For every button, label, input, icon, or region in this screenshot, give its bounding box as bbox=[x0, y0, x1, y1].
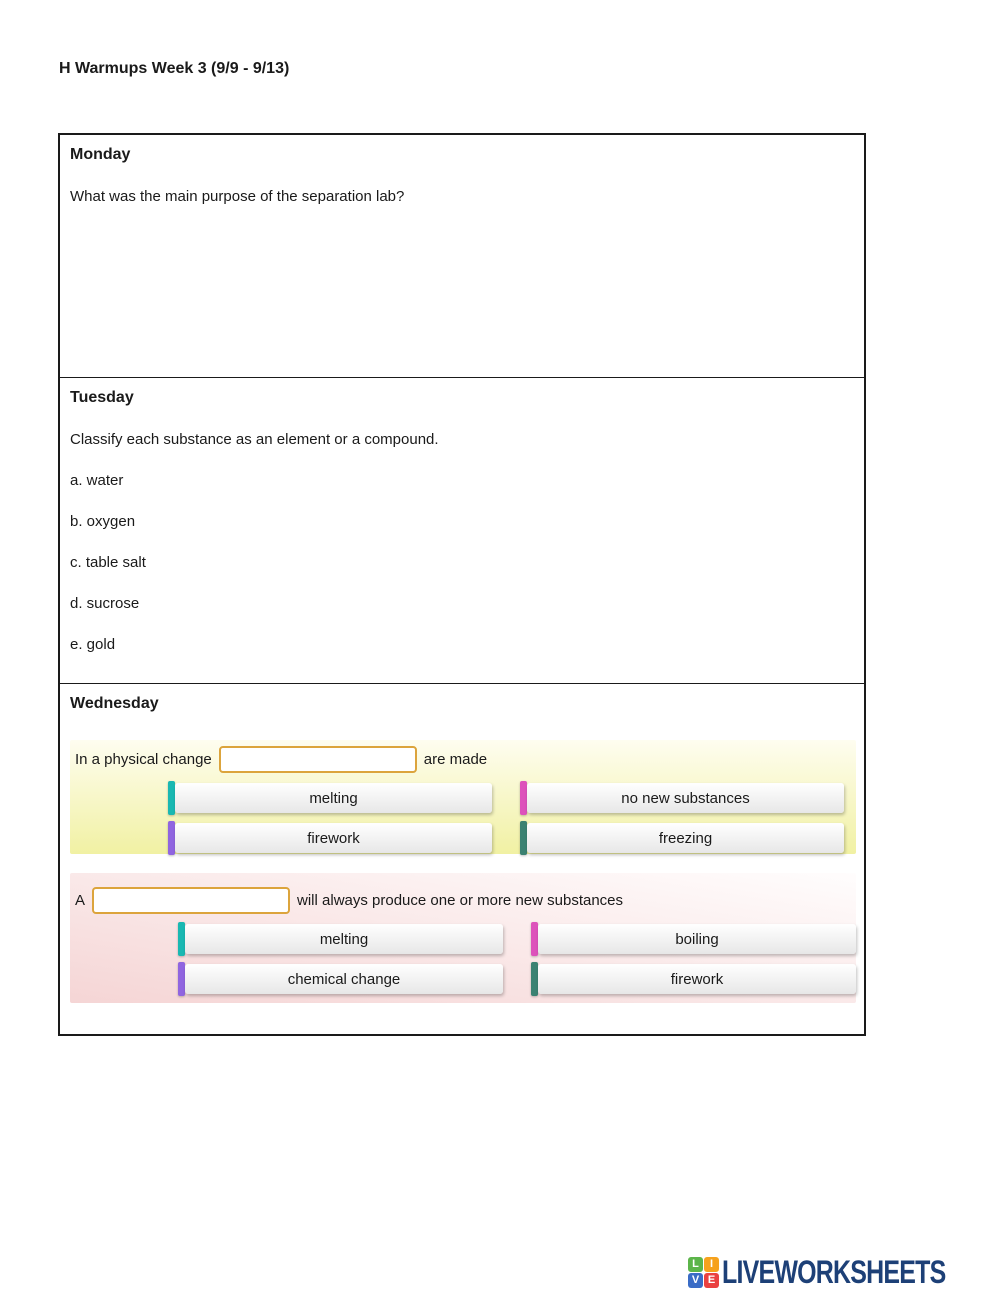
option-color-bar bbox=[520, 821, 527, 855]
section-monday bbox=[60, 135, 864, 377]
tuesday-prompt: Classify each substance as an element or a compound. bbox=[70, 431, 439, 448]
question-block-physical-change bbox=[70, 740, 856, 854]
worksheet-table bbox=[58, 133, 866, 1036]
section-tuesday bbox=[60, 377, 864, 683]
q2-option-firework[interactable] bbox=[531, 964, 856, 994]
option-label: freezing bbox=[527, 823, 844, 853]
q1-text-after: are made bbox=[423, 751, 488, 768]
tuesday-item-d: d. sucrose bbox=[70, 595, 140, 612]
option-label: melting bbox=[185, 924, 503, 954]
q1-options bbox=[70, 783, 856, 853]
option-label: chemical change bbox=[185, 964, 503, 994]
logo-square-v: V bbox=[688, 1273, 703, 1288]
q2-answer-input[interactable] bbox=[92, 887, 290, 914]
option-label: boiling bbox=[538, 924, 856, 954]
option-label: firework bbox=[175, 823, 492, 853]
liveworksheets-logo bbox=[688, 1254, 1000, 1291]
q2-option-chemical-change[interactable] bbox=[178, 964, 503, 994]
logo-square-l: L bbox=[688, 1257, 703, 1272]
liveworksheets-wordmark: LIVEWORKSHEETS bbox=[722, 1254, 946, 1290]
q1-option-freezing[interactable] bbox=[520, 823, 844, 853]
liveworksheets-logo-icon bbox=[688, 1257, 719, 1288]
q2-option-boiling[interactable] bbox=[531, 924, 856, 954]
option-color-bar bbox=[178, 962, 185, 996]
section-wednesday bbox=[60, 683, 864, 1034]
option-color-bar bbox=[531, 922, 538, 956]
option-label: no new substances bbox=[527, 783, 844, 813]
option-color-bar bbox=[178, 922, 185, 956]
tuesday-heading: Tuesday bbox=[70, 389, 134, 406]
tuesday-item-c: c. table salt bbox=[70, 554, 146, 571]
wednesday-heading: Wednesday bbox=[70, 695, 159, 712]
q1-text-before: In a physical change bbox=[75, 751, 212, 768]
option-color-bar bbox=[531, 962, 538, 996]
question-block-chemical-change bbox=[70, 873, 856, 1003]
option-color-bar bbox=[168, 821, 175, 855]
q1-option-firework[interactable] bbox=[168, 823, 492, 853]
tuesday-item-a: a. water bbox=[70, 472, 124, 489]
logo-square-e: E bbox=[704, 1273, 719, 1288]
page-title: H Warmups Week 3 (9/9 - 9/13) bbox=[59, 60, 290, 77]
monday-heading: Monday bbox=[70, 146, 131, 163]
q1-answer-input[interactable] bbox=[219, 746, 417, 773]
option-label: melting bbox=[175, 783, 492, 813]
q2-option-melting[interactable] bbox=[178, 924, 503, 954]
option-color-bar bbox=[168, 781, 175, 815]
option-label: firework bbox=[538, 964, 856, 994]
q1-option-melting[interactable] bbox=[168, 783, 492, 813]
q1-sentence bbox=[70, 740, 856, 773]
option-color-bar bbox=[520, 781, 527, 815]
q2-text-after: will always produce one or more new substances bbox=[297, 892, 624, 909]
logo-square-i: I bbox=[704, 1257, 719, 1272]
tuesday-item-e: e. gold bbox=[70, 636, 116, 653]
q2-text-before: A bbox=[75, 892, 86, 909]
q2-sentence bbox=[70, 873, 856, 914]
tuesday-item-b: b. oxygen bbox=[70, 513, 136, 530]
q2-options bbox=[70, 924, 856, 994]
monday-question: What was the main purpose of the separation lab? bbox=[70, 188, 405, 205]
q1-option-no-new-substances[interactable] bbox=[520, 783, 844, 813]
